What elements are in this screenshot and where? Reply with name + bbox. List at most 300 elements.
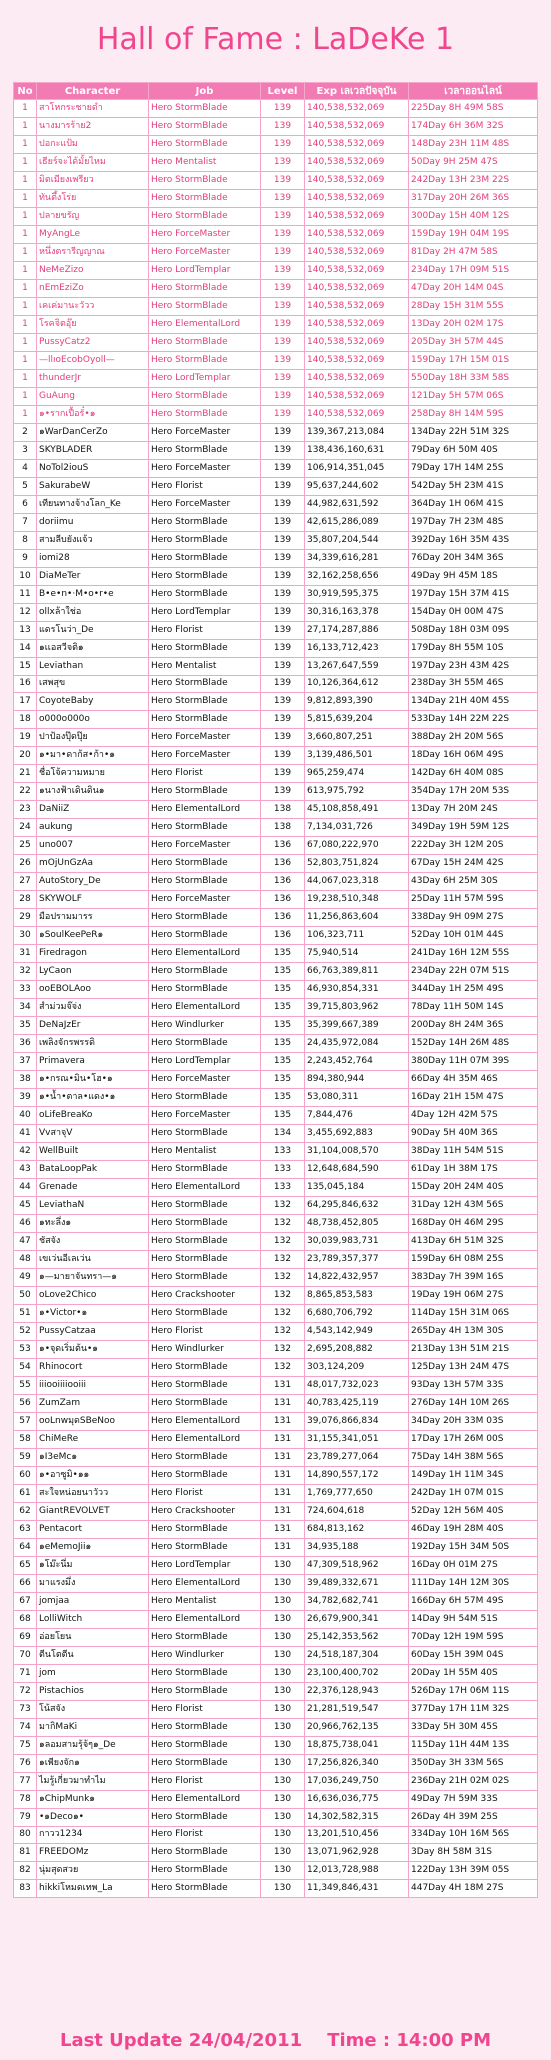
job-cell: Hero StormBlade <box>149 1520 261 1538</box>
column-header-exp: Exp เลเวลปัจจุบัน <box>305 83 409 100</box>
level-cell: 139 <box>261 621 305 639</box>
column-header-job: Job <box>149 83 261 100</box>
exp-cell: 34,782,682,741 <box>305 1592 409 1610</box>
job-cell: Hero ElementalLord <box>149 1574 261 1592</box>
online-time-cell: 67Day 15H 24M 42S <box>409 855 538 873</box>
character-cell: สะใจหน่อยนาวัวว <box>37 1484 149 1502</box>
character-cell: ๑•น้ำ•ตาล•แดง•๑ <box>37 1089 149 1107</box>
table-row <box>14 621 538 639</box>
character-cell: มือปรามมารร <box>37 909 149 927</box>
exp-cell: 48,017,732,023 <box>305 1376 409 1394</box>
level-cell: 131 <box>261 1448 305 1466</box>
character-cell: GiantREVOLVET <box>37 1502 149 1520</box>
exp-cell: 140,538,532,069 <box>305 261 409 279</box>
online-time-cell: 81Day 2H 47M 58S <box>409 243 538 261</box>
online-time-cell: 43Day 6H 25M 30S <box>409 873 538 891</box>
job-cell: Hero ForceMaster <box>149 1071 261 1089</box>
job-cell: Hero ElementalLord <box>149 1430 261 1448</box>
online-time-cell: 38Day 11H 54M 51S <box>409 1143 538 1161</box>
rank-cell: 1 <box>14 333 37 351</box>
update-time-text: Time : 14:00 PM <box>327 2030 492 2051</box>
table-row <box>14 1268 538 1286</box>
table-row <box>14 100 538 118</box>
exp-cell: 31,155,341,051 <box>305 1430 409 1448</box>
rank-cell: 40 <box>14 1107 37 1125</box>
exp-cell: 106,323,711 <box>305 927 409 945</box>
job-cell: Hero StormBlade <box>149 1538 261 1556</box>
level-cell: 139 <box>261 441 305 459</box>
online-time-cell: 174Day 6H 36M 32S <box>409 117 538 135</box>
table-row <box>14 117 538 135</box>
job-cell: Hero Crackshooter <box>149 1286 261 1304</box>
job-cell: Hero StormBlade <box>149 1376 261 1394</box>
table-row <box>14 963 538 981</box>
character-cell: ๑•รากเปื้อรั๋•๑ <box>37 405 149 423</box>
job-cell: Hero ForceMaster <box>149 891 261 909</box>
job-cell: Hero Windlurker <box>149 1646 261 1664</box>
level-cell: 130 <box>261 1574 305 1592</box>
online-time-cell: 148Day 23H 11M 48S <box>409 135 538 153</box>
column-header-level: Level <box>261 83 305 100</box>
table-row <box>14 603 538 621</box>
job-cell: Hero Florist <box>149 765 261 783</box>
level-cell: 136 <box>261 891 305 909</box>
job-cell: Hero StormBlade <box>149 855 261 873</box>
rank-cell: 1 <box>14 100 37 118</box>
job-cell: Hero StormBlade <box>149 1628 261 1646</box>
character-cell: CoyoteBaby <box>37 693 149 711</box>
level-cell: 139 <box>261 153 305 171</box>
job-cell: Hero StormBlade <box>149 189 261 207</box>
exp-cell: 16,133,712,423 <box>305 639 409 657</box>
table-row <box>14 1340 538 1358</box>
job-cell: Hero StormBlade <box>149 513 261 531</box>
job-cell: Hero LordTemplar <box>149 1556 261 1574</box>
online-time-cell: 380Day 11H 07M 39S <box>409 1053 538 1071</box>
job-cell: Hero StormBlade <box>149 279 261 297</box>
level-cell: 131 <box>261 1376 305 1394</box>
job-cell: Hero LordTemplar <box>149 261 261 279</box>
level-cell: 139 <box>261 100 305 118</box>
job-cell: Hero StormBlade <box>149 819 261 837</box>
online-time-cell: 168Day 0H 46M 29S <box>409 1215 538 1233</box>
exp-cell: 8,865,853,583 <box>305 1286 409 1304</box>
rank-cell: 32 <box>14 963 37 981</box>
character-cell: มาแรงมึ่ง <box>37 1574 149 1592</box>
job-cell: Hero StormBlade <box>149 693 261 711</box>
character-cell: SKYBLADER <box>37 441 149 459</box>
online-time-cell: 14Day 9H 54M 51S <box>409 1610 538 1628</box>
level-cell: 139 <box>261 693 305 711</box>
character-cell: มิตเมียงเพรียว <box>37 171 149 189</box>
character-cell: โรคจิตอุ๊ย <box>37 315 149 333</box>
exp-cell: 724,604,618 <box>305 1502 409 1520</box>
level-cell: 132 <box>261 1322 305 1340</box>
character-cell: เธียร์จะได้มั้ยไหม <box>37 153 149 171</box>
table-row <box>14 1628 538 1646</box>
online-time-cell: 542Day 5H 23M 41S <box>409 477 538 495</box>
level-cell: 131 <box>261 1520 305 1538</box>
exp-cell: 138,436,160,631 <box>305 441 409 459</box>
online-time-cell: 317Day 20H 26M 36S <box>409 189 538 207</box>
job-cell: Hero StormBlade <box>149 1718 261 1736</box>
exp-cell: 18,875,738,041 <box>305 1736 409 1754</box>
level-cell: 136 <box>261 927 305 945</box>
job-cell: Hero StormBlade <box>149 333 261 351</box>
exp-cell: 48,738,452,805 <box>305 1215 409 1233</box>
online-time-cell: 60Day 15H 39M 04S <box>409 1646 538 1664</box>
job-cell: Hero ForceMaster <box>149 459 261 477</box>
job-cell: Hero ForceMaster <box>149 495 261 513</box>
table-row <box>14 297 538 315</box>
character-cell: AutoStory_De <box>37 873 149 891</box>
online-time-cell: 50Day 9H 25M 47S <box>409 153 538 171</box>
character-cell: นางมารร้าย2 <box>37 117 149 135</box>
rank-cell: 1 <box>14 153 37 171</box>
table-row <box>14 1125 538 1143</box>
job-cell: Hero StormBlade <box>149 351 261 369</box>
job-cell: Hero Crackshooter <box>149 1502 261 1520</box>
exp-cell: 30,039,983,731 <box>305 1233 409 1251</box>
exp-cell: 22,376,128,943 <box>305 1682 409 1700</box>
character-cell: ๑SoulKeePeR๑ <box>37 927 149 945</box>
table-row <box>14 837 538 855</box>
rank-cell: 42 <box>14 1143 37 1161</box>
rank-cell: 57 <box>14 1412 37 1430</box>
online-time-cell: 344Day 1H 25M 49S <box>409 981 538 999</box>
job-cell: Hero Mentalist <box>149 1592 261 1610</box>
table-row <box>14 1574 538 1592</box>
online-time-cell: 20Day 1H 55M 40S <box>409 1664 538 1682</box>
job-cell: Hero StormBlade <box>149 531 261 549</box>
table-row <box>14 1592 538 1610</box>
level-cell: 135 <box>261 981 305 999</box>
exp-cell: 613,975,792 <box>305 783 409 801</box>
online-time-cell: 154Day 0H 00M 47S <box>409 603 538 621</box>
exp-cell: 30,316,163,378 <box>305 603 409 621</box>
rank-cell: 1 <box>14 207 37 225</box>
exp-cell: 14,822,432,957 <box>305 1268 409 1286</box>
level-cell: 132 <box>261 1268 305 1286</box>
exp-cell: 2,243,452,764 <box>305 1053 409 1071</box>
exp-cell: 19,238,510,348 <box>305 891 409 909</box>
job-cell: Hero StormBlade <box>149 639 261 657</box>
rank-cell: 64 <box>14 1538 37 1556</box>
character-cell: ปอกะแป้ม <box>37 135 149 153</box>
rank-cell: 4 <box>14 459 37 477</box>
table-row <box>14 1358 538 1376</box>
character-cell: ZumZam <box>37 1394 149 1412</box>
exp-cell: 140,538,532,069 <box>305 207 409 225</box>
online-time-cell: 134Day 22H 51M 32S <box>409 423 538 441</box>
job-cell: Hero StormBlade <box>149 963 261 981</box>
table-row <box>14 711 538 729</box>
character-cell: PussyCatzaa <box>37 1322 149 1340</box>
online-time-cell: 15Day 20H 24M 40S <box>409 1179 538 1197</box>
exp-cell: 66,763,389,811 <box>305 963 409 981</box>
exp-cell: 140,538,532,069 <box>305 315 409 333</box>
character-cell: Rhinocort <box>37 1358 149 1376</box>
job-cell: Hero ElementalLord <box>149 945 261 963</box>
exp-cell: 139,367,213,084 <box>305 423 409 441</box>
character-cell: ๑โม๊ะนึ่ม <box>37 1556 149 1574</box>
exp-cell: 11,349,846,431 <box>305 1880 409 1898</box>
rank-cell: 19 <box>14 729 37 747</box>
character-cell: SKYWOLF <box>37 891 149 909</box>
character-cell: nEmEziZo <box>37 279 149 297</box>
level-cell: 132 <box>261 1233 305 1251</box>
job-cell: Hero StormBlade <box>149 783 261 801</box>
rank-cell: 54 <box>14 1358 37 1376</box>
exp-cell: 95,637,244,602 <box>305 477 409 495</box>
rank-cell: 1 <box>14 297 37 315</box>
table-row <box>14 1017 538 1035</box>
exp-cell: 3,455,692,883 <box>305 1125 409 1143</box>
online-time-cell: 200Day 8H 24M 36S <box>409 1017 538 1035</box>
level-cell: 136 <box>261 873 305 891</box>
online-time-cell: 52Day 12H 56M 40S <box>409 1502 538 1520</box>
rank-cell: 62 <box>14 1502 37 1520</box>
rank-cell: 80 <box>14 1826 37 1844</box>
character-cell: ๑•อาซูมิ•๑๑ <box>37 1466 149 1484</box>
rank-cell: 1 <box>14 261 37 279</box>
exp-cell: 44,982,631,592 <box>305 495 409 513</box>
exp-cell: 27,174,287,886 <box>305 621 409 639</box>
online-time-cell: 90Day 5H 40M 36S <box>409 1125 538 1143</box>
character-cell: thunderJr <box>37 369 149 387</box>
table-row <box>14 747 538 765</box>
level-cell: 131 <box>261 1412 305 1430</box>
rank-cell: 74 <box>14 1718 37 1736</box>
exp-cell: 35,399,667,389 <box>305 1017 409 1035</box>
rank-cell: 75 <box>14 1736 37 1754</box>
rank-cell: 13 <box>14 621 37 639</box>
table-row <box>14 315 538 333</box>
online-time-cell: 49Day 9H 45M 18S <box>409 567 538 585</box>
online-time-cell: 300Day 15H 40M 12S <box>409 207 538 225</box>
exp-cell: 14,890,557,172 <box>305 1466 409 1484</box>
job-cell: Hero Florist <box>149 1700 261 1718</box>
table-row <box>14 531 538 549</box>
table-row <box>14 513 538 531</box>
job-cell: Hero StormBlade <box>149 585 261 603</box>
job-cell: Hero StormBlade <box>149 1268 261 1286</box>
job-cell: Hero Florist <box>149 621 261 639</box>
column-header-character: Character <box>37 83 149 100</box>
level-cell: 139 <box>261 135 305 153</box>
job-cell: Hero StormBlade <box>149 1215 261 1233</box>
character-cell: ooLnwมุดSBeNoo <box>37 1412 149 1430</box>
online-time-cell: 234Day 22H 07M 51S <box>409 963 538 981</box>
exp-cell: 13,071,962,928 <box>305 1844 409 1862</box>
rank-cell: 66 <box>14 1574 37 1592</box>
character-cell: Pentacort <box>37 1520 149 1538</box>
table-row <box>14 873 538 891</box>
character-cell: เทียนทางจ้างโลก_Ke <box>37 495 149 513</box>
table-row <box>14 1754 538 1772</box>
character-cell: หนึ่งตรารีญญาณ <box>37 243 149 261</box>
character-cell: BataLoopPak <box>37 1161 149 1179</box>
job-cell: Hero Florist <box>149 1772 261 1790</box>
online-time-cell: 33Day 5H 30M 45S <box>409 1718 538 1736</box>
exp-cell: 4,543,142,949 <box>305 1322 409 1340</box>
rank-cell: 18 <box>14 711 37 729</box>
exp-cell: 17,256,826,340 <box>305 1754 409 1772</box>
rank-cell: 1 <box>14 171 37 189</box>
rank-cell: 49 <box>14 1268 37 1286</box>
level-cell: 138 <box>261 819 305 837</box>
rank-cell: 82 <box>14 1862 37 1880</box>
online-time-cell: 197Day 23H 43M 42S <box>409 657 538 675</box>
character-cell: ๑•กรณ•มิน•โฮ•๑ <box>37 1071 149 1089</box>
table-row <box>14 693 538 711</box>
level-cell: 130 <box>261 1646 305 1664</box>
exp-cell: 47,309,518,962 <box>305 1556 409 1574</box>
online-time-cell: 222Day 3H 12M 20S <box>409 837 538 855</box>
job-cell: Hero ForceMaster <box>149 423 261 441</box>
level-cell: 139 <box>261 297 305 315</box>
online-time-cell: 46Day 19H 28M 40S <box>409 1520 538 1538</box>
job-cell: Hero StormBlade <box>149 135 261 153</box>
exp-cell: 13,267,647,559 <box>305 657 409 675</box>
character-cell: ๑•จุดเริ่มต้น•๑ <box>37 1340 149 1358</box>
level-cell: 139 <box>261 729 305 747</box>
exp-cell: 13,201,510,456 <box>305 1826 409 1844</box>
job-cell: Hero ElementalLord <box>149 1412 261 1430</box>
job-cell: Hero ForceMaster <box>149 747 261 765</box>
online-time-cell: 25Day 11H 57M 59S <box>409 891 538 909</box>
character-cell: ไมรู้เกี่ยวมาทำไม <box>37 1772 149 1790</box>
level-cell: 133 <box>261 1143 305 1161</box>
job-cell: Hero LordTemplar <box>149 1053 261 1071</box>
level-cell: 135 <box>261 1017 305 1035</box>
level-cell: 130 <box>261 1664 305 1682</box>
online-time-cell: 205Day 3H 57M 44S <box>409 333 538 351</box>
level-cell: 130 <box>261 1862 305 1880</box>
online-time-cell: 152Day 14H 26M 48S <box>409 1035 538 1053</box>
job-cell: Hero LordTemplar <box>149 369 261 387</box>
character-cell: กาวว1234 <box>37 1826 149 1844</box>
exp-cell: 3,660,807,251 <box>305 729 409 747</box>
character-cell: o000o000o <box>37 711 149 729</box>
exp-cell: 7,134,031,726 <box>305 819 409 837</box>
rank-cell: 83 <box>14 1880 37 1898</box>
online-time-cell: 159Day 19H 04M 19S <box>409 225 538 243</box>
job-cell: Hero StormBlade <box>149 1161 261 1179</box>
character-cell: ๑—มายาจันทรา—๑ <box>37 1268 149 1286</box>
online-time-cell: 17Day 17H 26M 00S <box>409 1430 538 1448</box>
character-cell: ๑•Victor•๑ <box>37 1304 149 1322</box>
exp-cell: 26,679,900,341 <box>305 1610 409 1628</box>
character-cell: doriimu <box>37 513 149 531</box>
character-cell: aukung <box>37 819 149 837</box>
online-time-cell: 197Day 15H 37M 41S <box>409 585 538 603</box>
online-time-cell: 508Day 18H 03M 09S <box>409 621 538 639</box>
character-cell: อ่อยโยน <box>37 1628 149 1646</box>
level-cell: 135 <box>261 945 305 963</box>
job-cell: Hero StormBlade <box>149 1808 261 1826</box>
online-time-cell: 76Day 20H 34M 36S <box>409 549 538 567</box>
character-cell: hikkiโหมดเทพ_La <box>37 1880 149 1898</box>
level-cell: 130 <box>261 1790 305 1808</box>
level-cell: 139 <box>261 549 305 567</box>
exp-cell: 2,695,208,882 <box>305 1340 409 1358</box>
level-cell: 139 <box>261 423 305 441</box>
level-cell: 139 <box>261 189 305 207</box>
rank-cell: 61 <box>14 1484 37 1502</box>
rank-cell: 1 <box>14 135 37 153</box>
exp-cell: 67,080,222,970 <box>305 837 409 855</box>
exp-cell: 140,538,532,069 <box>305 171 409 189</box>
online-time-cell: 526Day 17H 06M 11S <box>409 1682 538 1700</box>
level-cell: 139 <box>261 387 305 405</box>
job-cell: Hero Florist <box>149 1826 261 1844</box>
character-cell: ๑eMemoJii๑ <box>37 1538 149 1556</box>
online-time-cell: 52Day 10H 01M 44S <box>409 927 538 945</box>
rank-cell: 56 <box>14 1394 37 1412</box>
exp-cell: 34,339,616,281 <box>305 549 409 567</box>
job-cell: Hero StormBlade <box>149 1844 261 1862</box>
exp-cell: 10,126,364,612 <box>305 675 409 693</box>
character-cell: LolliWitch <box>37 1610 149 1628</box>
character-cell: มากิMaKi <box>37 1718 149 1736</box>
job-cell: Hero ForceMaster <box>149 729 261 747</box>
rank-cell: 27 <box>14 873 37 891</box>
level-cell: 139 <box>261 117 305 135</box>
level-cell: 131 <box>261 1484 305 1502</box>
rank-cell: 53 <box>14 1340 37 1358</box>
job-cell: Hero StormBlade <box>149 117 261 135</box>
level-cell: 139 <box>261 369 305 387</box>
exp-cell: 23,789,357,377 <box>305 1251 409 1269</box>
table-row <box>14 171 538 189</box>
rank-cell: 5 <box>14 477 37 495</box>
exp-cell: 25,142,353,562 <box>305 1628 409 1646</box>
character-cell: oLove2Chico <box>37 1286 149 1304</box>
online-time-cell: 364Day 1H 06M 41S <box>409 495 538 513</box>
character-cell: LyCaon <box>37 963 149 981</box>
character-cell: WellBuilt <box>37 1143 149 1161</box>
exp-cell: 35,807,204,544 <box>305 531 409 549</box>
online-time-cell: 31Day 12H 43M 56S <box>409 1197 538 1215</box>
online-time-cell: 13Day 20H 02M 17S <box>409 315 538 333</box>
online-time-cell: 49Day 7H 59M 33S <box>409 1790 538 1808</box>
table-row <box>14 1071 538 1089</box>
job-cell: Hero ElementalLord <box>149 801 261 819</box>
rank-cell: 78 <box>14 1790 37 1808</box>
rank-cell: 37 <box>14 1053 37 1071</box>
table-row <box>14 333 538 351</box>
rank-cell: 63 <box>14 1520 37 1538</box>
online-time-cell: 19Day 19H 06M 27S <box>409 1286 538 1304</box>
job-cell: Hero StormBlade <box>149 1880 261 1898</box>
level-cell: 132 <box>261 1251 305 1269</box>
online-time-cell: 392Day 16H 35M 43S <box>409 531 538 549</box>
table-row <box>14 261 538 279</box>
table-body <box>14 100 538 1898</box>
level-cell: 131 <box>261 1394 305 1412</box>
rank-cell: 11 <box>14 585 37 603</box>
character-cell: Firedragon <box>37 945 149 963</box>
exp-cell: 42,615,286,089 <box>305 513 409 531</box>
character-cell: เคเค่มานะวัวว <box>37 297 149 315</box>
character-cell: ๑ทะลึ่ง๑ <box>37 1215 149 1233</box>
rank-cell: 35 <box>14 1017 37 1035</box>
table-row <box>14 1826 538 1844</box>
job-cell: Hero StormBlade <box>149 1664 261 1682</box>
rank-cell: 3 <box>14 441 37 459</box>
job-cell: Hero ForceMaster <box>149 1107 261 1125</box>
